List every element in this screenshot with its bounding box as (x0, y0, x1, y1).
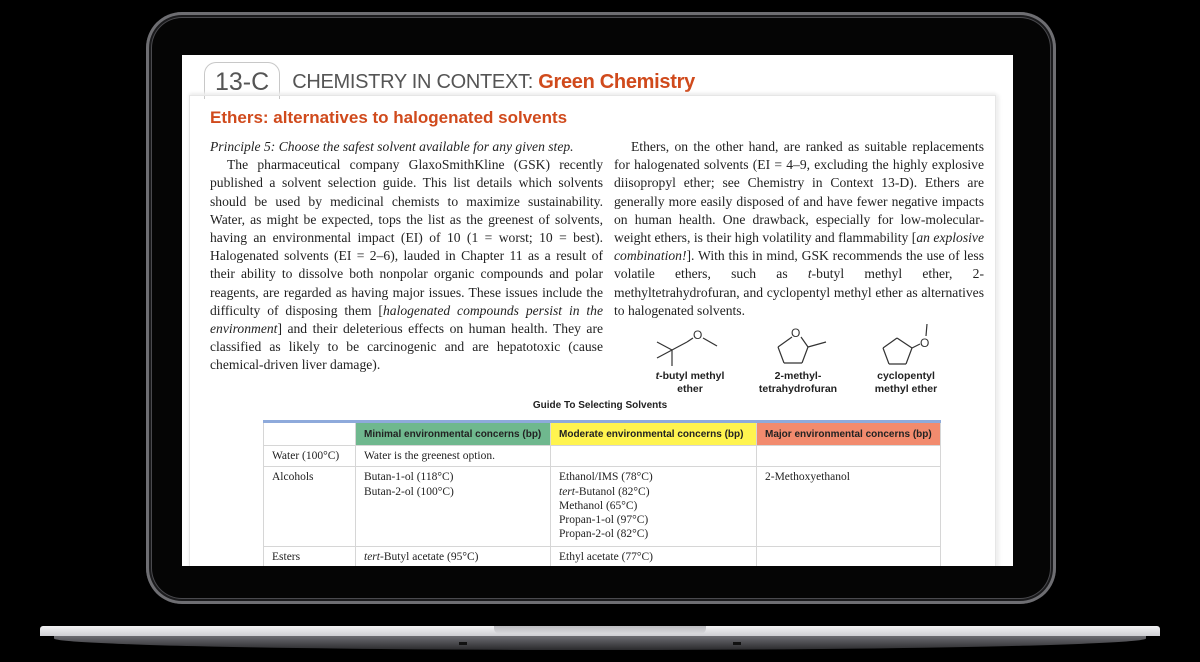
molecule-label (743, 370, 853, 396)
cell-line: Ethanol/IMS (78°C) (559, 471, 653, 484)
molecule-tbutyl-methyl-ether (635, 324, 745, 396)
label-line2: ether (677, 383, 703, 395)
cell-line: -Butyl acetate (95°C) (379, 551, 479, 564)
molecule-label (635, 370, 745, 396)
cell-minimal (356, 547, 551, 566)
paragraph-text: ] and their deleterious effects on human health. They are classified as likely to be carcinogenic and are hepatotoxic (cause chemical-driven liver damage). (210, 321, 603, 373)
table-row (264, 446, 941, 467)
chapter-tab: 13-C (204, 62, 280, 99)
header-moderate: Moderate environmental concerns (bp) (551, 422, 757, 446)
cell-line: Butan-1-ol (118°C) (364, 471, 454, 484)
content-box (189, 95, 996, 566)
cell-line: Methanol (65°C) (559, 499, 638, 512)
label-line2: methyl ether (874, 383, 938, 395)
right-column (614, 138, 984, 320)
cell-category: Water (100°C) (264, 446, 356, 467)
paragraph-text: -butyl methyl ether, 2-methyltetrahydrofuran, and cyclopentyl methyl ether as alternatives to halogenated solvents. (614, 266, 984, 318)
paragraph-text: The pharmaceutical company GlaxoSmithKline (GSK) recently published a solvent selection guide. This list details which solvents should be used by medicinal chemists to maximize sustainability. Water, as might be expected, tops the list as the greenest of solvents, having an environmental impact (EI) of 10 (1 = worst; 10 = best). Halogenated solvents (EI = 2–6), lauded in Chapter 11 as a result of their ability to dissolve both nonpolar organic compounds and polar reagents, are regarded as having major issues. These issues include the difficulty of disposing them [ (210, 157, 603, 318)
paragraph-gsk (210, 156, 603, 374)
cell-line: -Butanol (82°C) (574, 485, 650, 498)
left-column (210, 138, 603, 375)
chapter-title (292, 65, 695, 99)
methyltetrahydrofuran-structure-icon (763, 324, 833, 366)
label-italic: t (655, 370, 660, 382)
laptop-screen (182, 55, 1013, 566)
principle-statement: Principle 5: Choose the safest solvent available for any given step. (210, 139, 574, 154)
cyclopentyl-methyl-ether-structure-icon (871, 324, 941, 366)
paragraph-italic: an explosive combination! (614, 230, 984, 264)
cell-category: Esters (264, 547, 356, 566)
paragraph-italic: halogenated compounds persist in the environment (210, 302, 603, 337)
molecule-structures (635, 324, 965, 404)
label-line1: 2-methyl- (774, 370, 822, 382)
chapter-title-prefix: CHEMISTRY IN CONTEXT: (292, 71, 539, 93)
cell-line: Propan-2-ol (82°C) (559, 528, 649, 541)
cell-italic: tert (559, 485, 575, 498)
molecule-label (851, 370, 961, 396)
label-line2: tetrahydrofuran (758, 383, 838, 395)
laptop-base-underside (54, 636, 1146, 650)
box-title: Ethers: alternatives to halogenated solvents (210, 108, 568, 127)
cell-category: Alcohols (264, 467, 356, 547)
laptop-foot (733, 642, 741, 645)
cell-moderate (551, 467, 757, 547)
cell-major (757, 547, 941, 566)
label-line1: -butyl methyl (659, 370, 725, 382)
header-major: Major environmental concerns (bp) (757, 422, 941, 446)
table-row (264, 467, 941, 547)
cell-moderate: Ethyl acetate (77°C) (551, 547, 757, 566)
laptop-hinge-notch (494, 626, 706, 634)
cell-minimal: Water is the greenest option. (356, 446, 551, 467)
cell-moderate (551, 446, 757, 467)
svg-text:O: O (791, 326, 801, 340)
chapter-header (204, 59, 695, 99)
laptop-foot (459, 642, 467, 645)
tbutyl-methyl-ether-structure-icon (655, 324, 725, 366)
paragraph-italic: t (807, 266, 812, 282)
cell-italic: tert (364, 551, 380, 564)
table-row (264, 547, 941, 566)
cell-major: 2-Methoxyethanol (757, 467, 941, 547)
cell-line: Propan-1-ol (97°C) (559, 514, 649, 527)
cell-major (757, 446, 941, 467)
cell-line: Butan-2-ol (100°C) (364, 485, 454, 498)
solvent-guide-table (263, 420, 941, 566)
label-line1: cyclopentyl (877, 370, 935, 382)
table-header-row (264, 422, 941, 446)
svg-text:O: O (693, 328, 703, 342)
header-category (264, 422, 356, 446)
chapter-title-accent: Green Chemistry (538, 71, 695, 93)
header-minimal: Minimal environmental concerns (bp) (356, 422, 551, 446)
paragraph-ethers (614, 138, 984, 320)
molecule-cyclopentyl-methyl-ether (851, 324, 961, 396)
paragraph-text: ]. With this in mind, GSK recommends the use of less volatile ethers, such as (614, 248, 984, 282)
cell-minimal (356, 467, 551, 547)
paragraph-text: Ethers, on the other hand, are ranked as suitable replacements for halogenated solvents (EI = 4–9, excluding the highly explosive diisopropyl ether; see Chemistry in Context 13-D). Ethers are generally more easily disposed of and have fewer negative impacts on human health. One drawback, especially for low-molecular-weight ethers, is their high volatility and flammability [ (614, 139, 984, 246)
molecule-2-methyltetrahydrofuran (743, 324, 853, 396)
table-title: Guide To Selecting Solvents (532, 400, 668, 411)
svg-text:O: O (920, 336, 930, 350)
